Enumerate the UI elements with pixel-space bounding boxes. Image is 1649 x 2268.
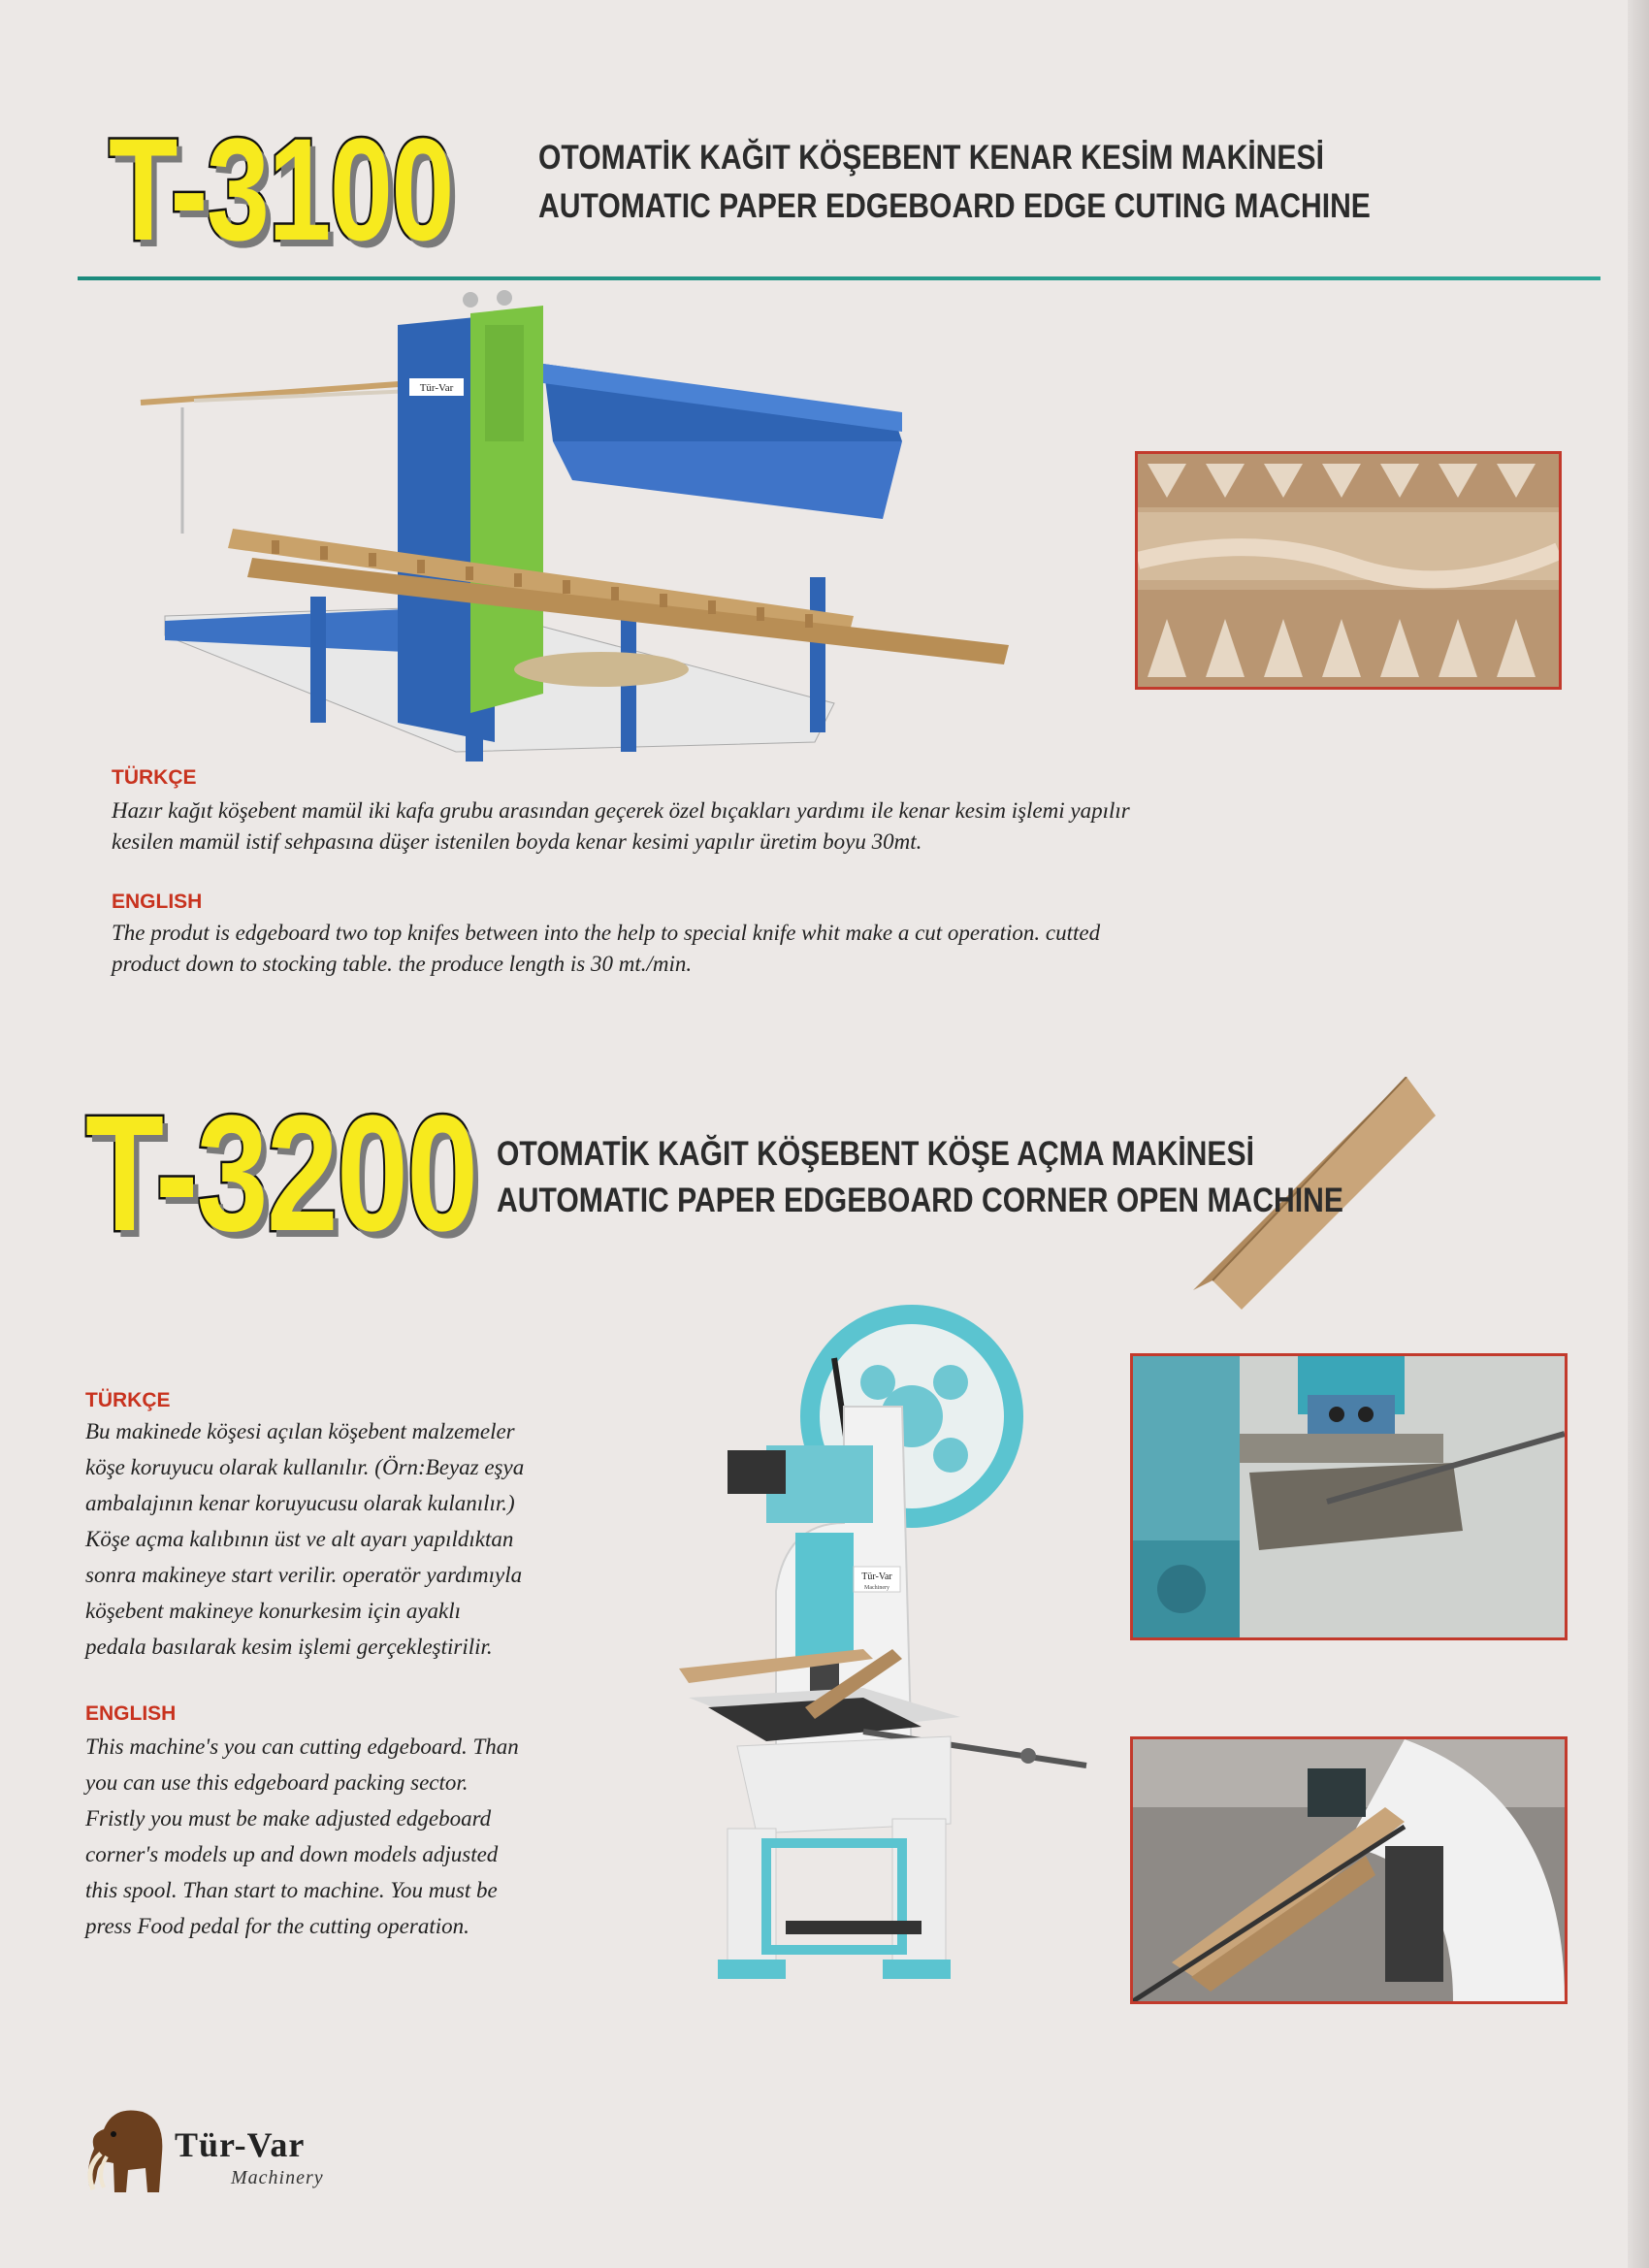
section1-title-en: AUTOMATIC PAPER EDGEBOARD EDGE CUTING MACHINE [538,187,1371,225]
section-divider [78,276,1600,280]
text-line: This machine's you can cutting edgeboard. Than [85,1734,519,1759]
text-line: Hazır kağıt köşebent mamül iki kafa grubu arasından geçerek özel bıçakları yardımı ile kenar kesim işlemi yapılır [112,798,1130,823]
text-line: The produt is edgeboard two top knifes between into the help to special knife whit make a cut operation. cutted [112,921,1101,945]
section1-english-description [112,918,1508,980]
section2-turkish-label: TÜRKÇE [85,1389,171,1411]
section2-turkish-description [85,1413,667,1665]
text-line: product down to stocking table. the produce length is 30 mt./min. [112,952,693,976]
mammoth-icon [80,2100,172,2202]
section1-english-label: ENGLISH [112,891,203,913]
company-tagline: Machinery [231,2167,324,2188]
section2-english-label: ENGLISH [85,1702,177,1725]
section1-turkish-label: TÜRKÇE [112,766,197,789]
text-line: köşe koruyucu olarak kullanılır. (Örn:Beyaz eşya [85,1455,525,1479]
machine2-badge-text: Tür-Var [861,1571,892,1582]
text-line: ambalajının kenar koruyucusu olarak kulanılır.) [85,1491,515,1515]
text-line: kesilen mamül istif sehpasına düşer istenilen boyda kenar kesimi yapılır üretim boyu 30mt. [112,829,922,854]
edge-cutting-machine-photo [136,286,1048,761]
text-line: press Food pedal for the cutting operation. [85,1914,469,1938]
text-line: köşebent makineye konurkesim için ayaklı [85,1599,462,1623]
text-line: corner's models up and down models adjusted [85,1842,499,1866]
model-number-t3200: T-3200 [85,1082,477,1266]
text-line: Fristly you must be make adjusted edgeboard [85,1806,492,1831]
corner-open-die-photo [1130,1353,1568,1640]
text-line: pedala basılarak kesim işlemi gerçekleştirilir. [85,1635,493,1659]
section2-title-tr: OTOMATİK KAĞIT KÖŞEBENT KÖŞE AÇMA MAKİNESİ [497,1135,1254,1173]
edgeboard-feeding-photo [1130,1736,1568,2004]
text-line: this spool. Than start to machine. You must be [85,1878,498,1902]
text-line: Köşe açma kalıbının üst ve alt ayarı yapıldıktan [85,1527,514,1551]
model-number-t3100: T-3100 [109,108,453,271]
edgeboard-closeup-photo [1135,451,1562,690]
page-edge [1628,0,1649,2268]
section2-title-en: AUTOMATIC PAPER EDGEBOARD CORNER OPEN MACHINE [497,1182,1343,1219]
text-line: sonra makineye start verilir. operatör yardımıyla [85,1563,523,1587]
company-name: Tür-Var [175,2125,306,2164]
section1-turkish-description [112,795,1508,858]
section1-title-tr: OTOMATİK KAĞIT KÖŞEBENT KENAR KESİM MAKİNESİ [538,139,1324,177]
machine1-badge-text: Tür-Var [419,382,454,394]
machine2-badge-sub: Machinery [864,1585,889,1591]
text-line: Bu makinede köşesi açılan köşebent malzemeler [85,1419,515,1443]
text-line: you can use this edgeboard packing sector. [85,1770,469,1795]
corner-open-press-machine-photo [669,1300,1096,1998]
section2-english-description [85,1729,667,1944]
